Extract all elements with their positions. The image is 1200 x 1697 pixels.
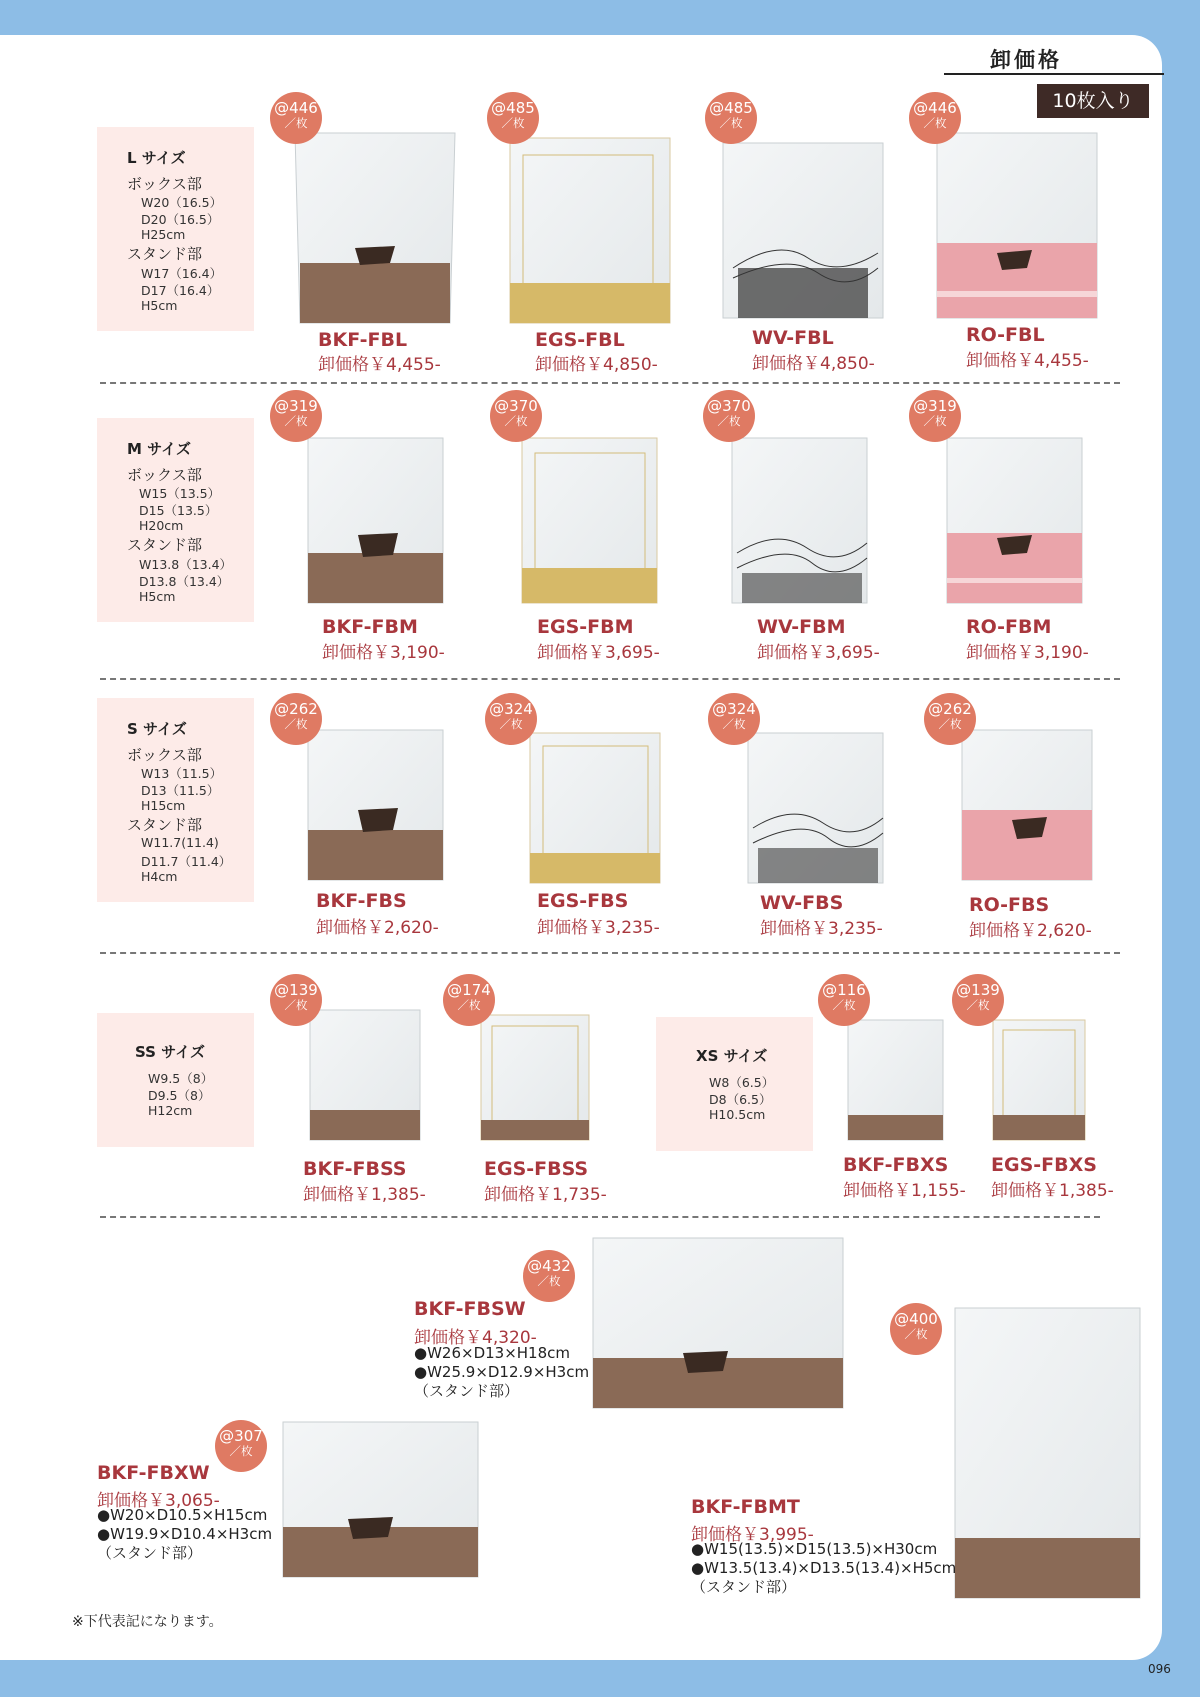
unit-price: @324 [712, 700, 756, 718]
product-code: RO-FBS [969, 894, 1050, 916]
product-code: BKF-FBSS [303, 1158, 407, 1180]
dim-line: H12cm [148, 1103, 193, 1118]
spec-line: （スタンド部） [414, 1382, 520, 1400]
product-price: 卸価格￥3,190- [966, 643, 1089, 663]
unit-price: @446 [913, 99, 957, 117]
product-image-bkf-fbxs [843, 1015, 948, 1145]
unit-price-badge [270, 390, 322, 442]
product-image-egs-fbm [517, 433, 662, 608]
dim-line: D11.7（11.4） [141, 854, 232, 869]
product-price: 卸価格￥1,735- [484, 1185, 607, 1205]
spec-line: ●W19.9×D10.4×H3cm [97, 1525, 273, 1543]
product-code: EGS-FBXS [991, 1154, 1097, 1176]
box-label: ボックス部 [127, 175, 202, 193]
dim-line: W17（16.4） [141, 266, 223, 281]
box-label: ボックス部 [127, 466, 202, 484]
product-image-bkf-fbl [285, 128, 465, 328]
size-title: S サイズ [127, 720, 187, 738]
unit-price-badge [485, 693, 537, 745]
dim-line: H15cm [141, 798, 186, 813]
product-image-ro-fbl [932, 128, 1102, 323]
product-price: 卸価格￥3,695- [537, 643, 660, 663]
dim-line: W20（16.5） [141, 195, 223, 210]
dim-line: W13（11.5） [141, 766, 223, 781]
unit-label: ／枚 [504, 414, 528, 428]
unit-price: @370 [494, 397, 538, 415]
product-image-bkf-fbm [303, 433, 448, 608]
product-price: 卸価格￥4,320- [414, 1328, 537, 1348]
page-number: 096 [1148, 1662, 1171, 1676]
dim-line: D15（13.5） [139, 503, 218, 518]
product-code: EGS-FBS [537, 890, 629, 912]
section-divider [100, 1216, 1100, 1218]
dim-line: W9.5（8） [148, 1071, 214, 1086]
product-image-egs-fbxs [988, 1015, 1090, 1145]
product-code: BKF-FBXW [97, 1462, 210, 1484]
section-divider [100, 382, 1120, 384]
spec-line: ●W26×D13×H18cm [414, 1344, 571, 1362]
unit-price: @400 [894, 1310, 938, 1328]
product-price: 卸価格￥3,065- [97, 1491, 220, 1511]
size-panel-ss [97, 1013, 254, 1147]
spec-line: ●W15(13.5)×D15(13.5)×H30cm [691, 1540, 938, 1558]
unit-price-badge [215, 1420, 267, 1472]
unit-label: ／枚 [923, 414, 947, 428]
unit-price-badge [490, 390, 542, 442]
product-image-wv-fbm [727, 433, 872, 608]
title-underline [944, 73, 1164, 75]
dim-line: H20cm [139, 518, 184, 533]
unit-price: @319 [274, 397, 318, 415]
footnote: ※下代表記になります。 [72, 1614, 223, 1630]
unit-price: @446 [274, 99, 318, 117]
dim-line: H5cm [141, 298, 178, 313]
unit-price-badge [909, 390, 961, 442]
size-title: M サイズ [127, 440, 191, 458]
product-price: 卸価格￥4,850- [535, 355, 658, 375]
product-price: 卸価格￥1,385- [991, 1181, 1114, 1201]
stand-label: スタンド部 [127, 816, 203, 834]
size-panel-s [97, 698, 254, 902]
unit-label: ／枚 [284, 116, 308, 130]
dim-line: D20（16.5） [141, 212, 220, 227]
unit-price-badge [270, 693, 322, 745]
product-image-ro-fbm [942, 433, 1087, 608]
spec-line: ●W25.9×D12.9×H3cm [414, 1363, 590, 1381]
dim-line: D13.8（13.4） [139, 574, 230, 589]
product-price: 卸価格￥1,385- [303, 1185, 426, 1205]
product-price: 卸価格￥4,850- [752, 354, 875, 374]
unit-price: @139 [274, 981, 318, 999]
unit-price: @485 [709, 99, 753, 117]
size-panel-xs [656, 1017, 813, 1151]
unit-price-badge [818, 974, 870, 1026]
product-image-bkf-fbss [305, 1005, 425, 1145]
product-code: BKF-FBSW [414, 1298, 526, 1320]
unit-label: ／枚 [284, 414, 308, 428]
product-code: BKF-FBXS [843, 1154, 949, 1176]
unit-price: @139 [956, 981, 1000, 999]
unit-price-badge [924, 693, 976, 745]
pack-count-badge: 10枚入り [1037, 84, 1149, 118]
unit-label: ／枚 [499, 717, 523, 731]
product-image-ro-fbs [957, 725, 1097, 885]
product-image-bkf-fbmt [950, 1303, 1145, 1603]
unit-price: @116 [822, 981, 866, 999]
size-panel-m [97, 418, 254, 622]
unit-price-badge [443, 974, 495, 1026]
size-title: L サイズ [127, 149, 186, 167]
section-divider [100, 678, 1120, 680]
product-price: 卸価格￥3,190- [322, 643, 445, 663]
dim-line: W8（6.5） [709, 1075, 775, 1090]
unit-price-badge [890, 1303, 942, 1355]
stand-label: スタンド部 [127, 245, 203, 263]
unit-label: ／枚 [966, 998, 990, 1012]
product-code: EGS-FBL [535, 329, 625, 351]
unit-price: @262 [274, 700, 318, 718]
unit-label: ／枚 [501, 116, 525, 130]
unit-label: ／枚 [537, 1274, 561, 1288]
unit-label: ／枚 [832, 998, 856, 1012]
unit-price: @432 [527, 1257, 571, 1275]
product-image-wv-fbs [743, 728, 888, 888]
dim-line: H25cm [141, 227, 186, 242]
product-image-bkf-fbxw [278, 1417, 483, 1582]
product-code: EGS-FBM [537, 616, 634, 638]
product-price: 卸価格￥2,620- [969, 921, 1092, 941]
unit-price-badge [909, 92, 961, 144]
unit-label: ／枚 [457, 998, 481, 1012]
dim-line: H4cm [141, 869, 178, 884]
unit-label: ／枚 [284, 717, 308, 731]
product-code: BKF-FBMT [691, 1496, 800, 1518]
unit-price-badge [487, 92, 539, 144]
dim-line: D17（16.4） [141, 283, 220, 298]
product-image-egs-fbl [505, 133, 675, 328]
dim-line: H10.5cm [709, 1107, 766, 1122]
unit-price-badge [952, 974, 1004, 1026]
product-code: RO-FBL [966, 324, 1045, 346]
unit-price-badge [523, 1250, 575, 1302]
spec-line: （スタンド部） [691, 1578, 797, 1596]
unit-price-badge [708, 693, 760, 745]
page-title: 卸価格 [990, 48, 1062, 72]
unit-price: @262 [928, 700, 972, 718]
unit-label: ／枚 [923, 116, 947, 130]
dim-line: W11.7(11.4) [141, 835, 219, 850]
dim-line: D8（6.5） [709, 1092, 772, 1107]
unit-price: @307 [219, 1427, 263, 1445]
product-price: 卸価格￥2,620- [316, 918, 439, 938]
unit-price-badge [270, 92, 322, 144]
size-panel-l [97, 127, 254, 331]
product-image-egs-fbss [476, 1010, 594, 1145]
unit-label: ／枚 [717, 414, 741, 428]
spec-line: ●W13.5(13.4)×D13.5(13.4)×H5cm [691, 1559, 957, 1577]
unit-label: ／枚 [938, 717, 962, 731]
unit-price-badge [703, 390, 755, 442]
spec-line: ●W20×D10.5×H15cm [97, 1506, 268, 1524]
dim-line: D13（11.5） [141, 783, 220, 798]
unit-price-badge [270, 974, 322, 1026]
unit-price-badge [705, 92, 757, 144]
product-price: 卸価格￥3,235- [537, 918, 660, 938]
product-code: WV-FBS [760, 892, 844, 914]
unit-price: @324 [489, 700, 533, 718]
box-label: ボックス部 [127, 746, 202, 764]
product-image-bkf-fbsw [588, 1233, 848, 1413]
unit-price: @485 [491, 99, 535, 117]
dim-line: W13.8（13.4） [139, 557, 233, 572]
product-code: BKF-FBS [316, 890, 407, 912]
dim-line: W15（13.5） [139, 486, 221, 501]
product-image-wv-fbl [718, 128, 888, 323]
size-title: SS サイズ [135, 1043, 205, 1061]
unit-price: @319 [913, 397, 957, 415]
product-price: 卸価格￥3,235- [760, 919, 883, 939]
product-code: WV-FBL [752, 327, 834, 349]
spec-line: （スタンド部） [97, 1544, 203, 1562]
unit-label: ／枚 [722, 717, 746, 731]
unit-price: @370 [707, 397, 751, 415]
product-image-bkf-fbs [303, 725, 448, 885]
product-price: 卸価格￥3,995- [691, 1525, 814, 1545]
stand-label: スタンド部 [127, 536, 203, 554]
product-price: 卸価格￥4,455- [966, 351, 1089, 371]
product-code: EGS-FBSS [484, 1158, 589, 1180]
unit-label: ／枚 [284, 998, 308, 1012]
product-code: BKF-FBL [318, 329, 408, 351]
product-price: 卸価格￥4,455- [318, 355, 441, 375]
product-price: 卸価格￥1,155- [843, 1181, 966, 1201]
section-divider [100, 952, 1120, 954]
product-code: BKF-FBM [322, 616, 418, 638]
unit-price: @174 [447, 981, 491, 999]
unit-label: ／枚 [229, 1444, 253, 1458]
product-price: 卸価格￥3,695- [757, 643, 880, 663]
product-image-egs-fbs [525, 728, 665, 888]
dim-line: H5cm [139, 589, 176, 604]
dim-line: D9.5（8） [148, 1088, 211, 1103]
size-title: XS サイズ [696, 1047, 768, 1065]
product-code: RO-FBM [966, 616, 1052, 638]
unit-label: ／枚 [904, 1327, 928, 1341]
product-code: WV-FBM [757, 616, 846, 638]
unit-label: ／枚 [719, 116, 743, 130]
